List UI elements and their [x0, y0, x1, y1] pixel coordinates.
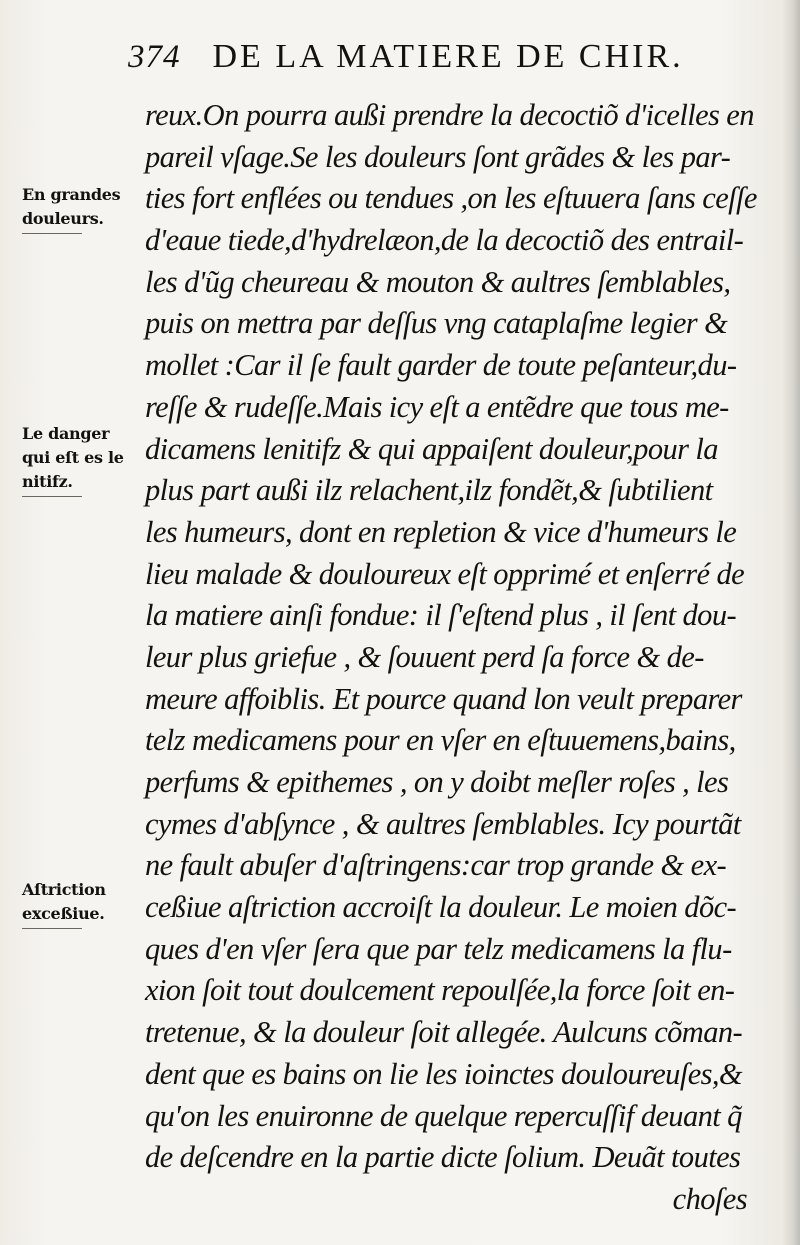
margin-note-line: Le danger — [22, 424, 110, 443]
page-number: 374 — [128, 39, 181, 75]
page-header — [128, 38, 768, 86]
margin-note-line: Aſtriction — [22, 880, 106, 899]
body-text — [145, 95, 765, 1221]
text-line: xion ſoit tout doulcement repoulſée,la force ſoit en- — [145, 973, 735, 1008]
text-line: pareil vſage.Se les douleurs ſont grãdes & les par- — [145, 139, 731, 174]
page-edge-shadow — [782, 0, 800, 1245]
margin-note — [22, 422, 142, 497]
text-line: puis on mettra par deſſus vng cataplaſme legier & — [145, 306, 728, 341]
text-line: perfums & epithemes , on y doibt meſler roſes , les — [145, 765, 729, 799]
catchword: choſes — [672, 1181, 747, 1216]
margin-note-line: En grandes — [22, 185, 121, 204]
text-line: les d'ũg cheureau & mouton & aultres ſemblables, — [145, 264, 731, 299]
text-line: ties fort enflées ou tendues ,on les eſtuuera ſans ceſſe — [145, 181, 757, 216]
margin-note-line: qui eſt es le — [22, 448, 124, 467]
text-line: la matiere ainſi fondue: il ſ'eſtend plus , il ſent dou- — [145, 598, 737, 633]
margin-note-line: exceßiue. — [22, 904, 105, 923]
text-line: meure affoiblis. Et pource quand lon veult preparer — [145, 681, 742, 716]
text-line: mollet :Car il ſe fault garder de toute peſanteur,du- — [145, 348, 737, 383]
text-line: leur plus griefue , & ſouuent perd ſa force & de- — [145, 639, 704, 674]
text-line: de deſcendre en la partie dicte ſolium. Deuãt toutes — [145, 1140, 741, 1175]
text-line: cymes d'abſynce , & aultres ſemblables. Icy pourtãt — [145, 806, 741, 841]
text-line: les humeurs, dont en repletion & vice d'humeurs le — [145, 514, 737, 549]
margin-note — [22, 878, 142, 929]
margin-note — [22, 183, 142, 234]
text-line: ne fault abuſer d'aſtringens:car trop grande & ex- — [145, 848, 727, 883]
text-line: d'eaue tiede,d'hydrelæon,de la decoctiõ des entrail- — [145, 223, 744, 258]
text-line: reſſe & rudeſſe.Mais icy eſt a entẽdre que tous me- — [145, 389, 729, 424]
margin-note-line: nitifz. — [22, 472, 73, 491]
text-line: ceßiue aſtriction accroiſt la douleur. Le moien dõc- — [145, 890, 737, 925]
divider — [22, 496, 82, 497]
margin-note-line: douleurs. — [22, 209, 104, 228]
text-line: qu'on les enuironne de quelque repercuſſif deuant q̃ — [145, 1098, 742, 1133]
text-line: telz medicamens pour en vſer en eſtuuemens,bains, — [145, 723, 736, 758]
text-line: dent que es bains on lie les ioinctes douloureuſes,& — [145, 1056, 743, 1091]
text-line: dicamens lenitifz & qui appaiſent douleur,pour la — [145, 431, 718, 466]
text-line: reux.On pourra außi prendre la decoctiõ d'icelles en — [145, 98, 754, 132]
text-line: ques d'en vſer ſera que par telz medicamens la flu- — [145, 931, 732, 966]
text-line: tretenue, & la douleur ſoit allegée. Aulcuns cõman- — [145, 1015, 743, 1050]
running-head: DE LA MATIERE DE CHIR. — [212, 38, 684, 75]
divider — [22, 928, 82, 929]
divider — [22, 233, 82, 234]
text-line: plus part außi ilz relachent,ilz fondẽt,& ſubtilient — [145, 473, 713, 508]
text-line: lieu malade & douloureux eſt opprimé et enſerré de — [145, 556, 745, 591]
